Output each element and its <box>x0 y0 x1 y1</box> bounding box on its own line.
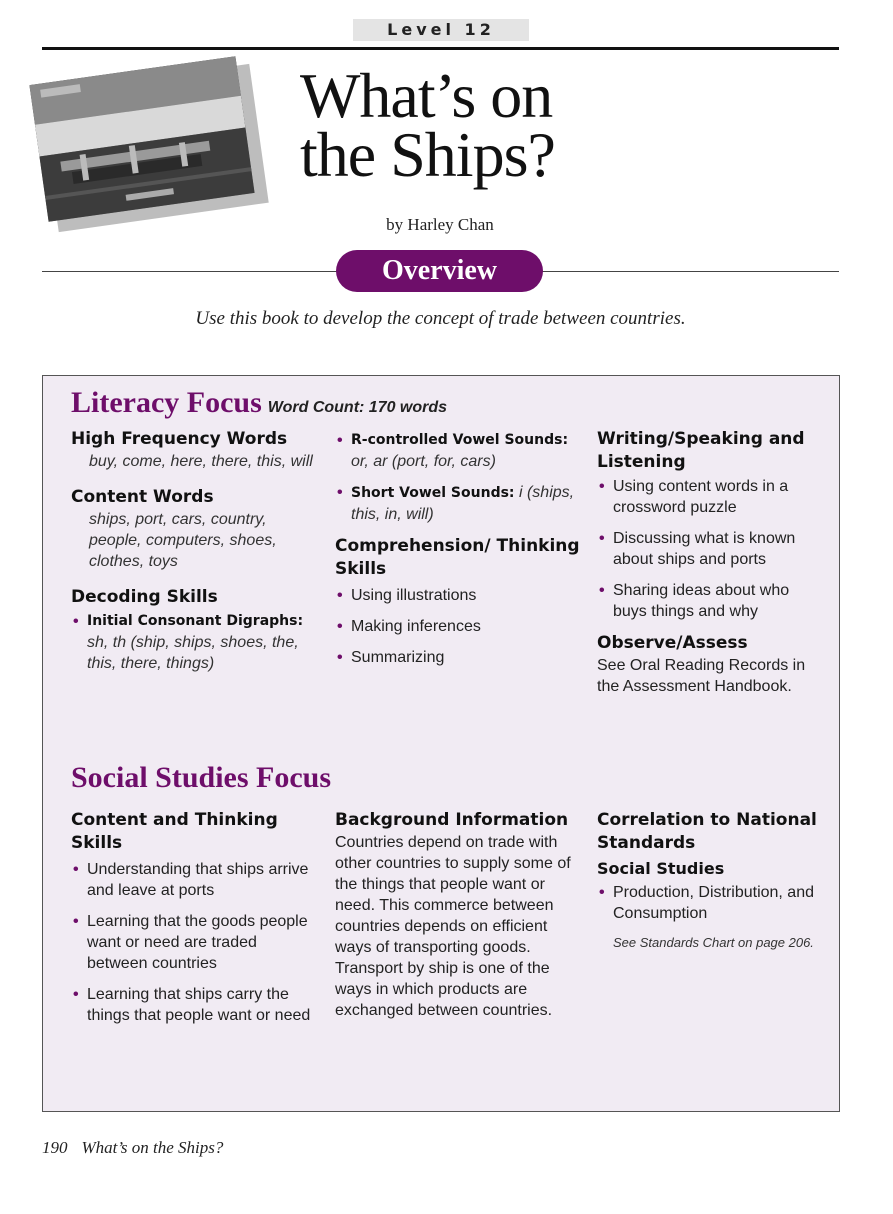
list-item <box>335 482 585 525</box>
intro-text: Use this book to develop the concept of trade between countries. <box>195 308 686 329</box>
page-number: 190 <box>42 1138 68 1157</box>
list-item: • Using content words in a crossword puzzle <box>597 476 822 518</box>
literacy-col-3 <box>597 428 822 697</box>
standards-note: See Standards Chart on page 206. <box>613 935 814 950</box>
comprehension-list <box>335 585 585 668</box>
top-rule <box>42 47 839 50</box>
decoding-label-3: Short Vowel Sounds: <box>351 485 515 501</box>
literacy-col-1 <box>71 428 321 674</box>
decoding-list <box>71 611 321 674</box>
book-cover-image <box>29 56 254 222</box>
level-label: Level 12 <box>353 19 529 41</box>
content-words-heading: Content Words <box>71 487 214 507</box>
background-heading: Background Information <box>335 810 569 830</box>
decoding-label-1: • Initial Consonant Digraphs: <box>87 613 304 629</box>
social-studies-subheading: Social Studies <box>597 859 725 878</box>
list-item: • Understanding that ships arrive and leave at ports <box>71 859 311 901</box>
title-line-1: What’s on <box>300 60 553 131</box>
literacy-focus-header <box>71 386 447 420</box>
social-col-1 <box>71 809 311 1036</box>
overview-heading: Overview <box>336 250 543 292</box>
hf-words-heading: High Frequency Words <box>71 429 288 449</box>
social-col-2 <box>335 809 575 1021</box>
list-item: • Using illustrations <box>335 585 585 606</box>
comprehension-heading: Comprehension/ Thinking Skills <box>335 536 580 579</box>
observe-assess-heading: Observe/Assess <box>597 633 748 653</box>
content-thinking-heading: Content and Thinking Skills <box>71 810 278 853</box>
decoding-heading: Decoding Skills <box>71 587 218 607</box>
book-title <box>300 60 720 190</box>
literacy-focus-panel <box>42 375 840 749</box>
decoding-text-1: sh, th (ship, ships, shoes, the, this, there, things) <box>87 634 299 672</box>
literacy-focus-title: Literacy Focus <box>71 386 262 419</box>
title-line-2: the Ships? <box>300 119 555 190</box>
writing-speaking-heading: Writing/Speaking and Listening <box>597 429 805 472</box>
background-text: Countries depend on trade with other countries to supply some of the things that people want or need. This commerce between countries depends on efficient ways of transporting goods. Transport by ship is one of the ways in which products are exchanged between countries. <box>335 834 571 1019</box>
list-item <box>71 611 321 674</box>
content-words: ships, port, cars, country, people, computers, shoes, clothes, toys <box>89 511 277 570</box>
decoding-text-2: or, ar (port, for, cars) <box>351 453 496 470</box>
social-col-3 <box>597 809 822 952</box>
decoding-text-3: i (ships, this, in, will) <box>351 484 575 523</box>
observe-assess-text: See Oral Reading Records in the Assessment Handbook. <box>597 657 806 695</box>
word-count: Word Count: 170 words <box>267 399 448 416</box>
list-item: • Making inferences <box>335 616 585 637</box>
hf-words: buy, come, here, there, this, will <box>89 453 313 470</box>
list-item: • Production, Distribution, and Consumption <box>597 882 822 924</box>
footer-title: What’s on the Ships? <box>81 1138 224 1157</box>
list-item <box>335 430 585 472</box>
writing-speaking-list <box>597 476 822 622</box>
page-footer <box>42 1138 223 1158</box>
list-item: • Summarizing <box>335 647 585 668</box>
content-thinking-list <box>71 859 311 1026</box>
decoding-list-cont <box>335 430 585 525</box>
list-item: • Discussing what is known about ships and ports <box>597 528 822 570</box>
author: by Harley Chan <box>386 215 494 234</box>
decoding-label-2: • R-controlled Vowel Sounds: <box>351 432 569 448</box>
social-studies-panel <box>42 747 840 1112</box>
social-studies-title: Social Studies Focus <box>71 761 332 794</box>
list-item: • Learning that ships carry the things that people want or need <box>71 984 311 1026</box>
correlation-list <box>597 882 822 924</box>
list-item: • Sharing ideas about who buys things and why <box>597 580 822 622</box>
list-item: • Learning that the goods people want or need are traded between countries <box>71 911 311 974</box>
literacy-col-2 <box>335 428 585 678</box>
correlation-heading: Correlation to National Standards <box>597 810 817 853</box>
